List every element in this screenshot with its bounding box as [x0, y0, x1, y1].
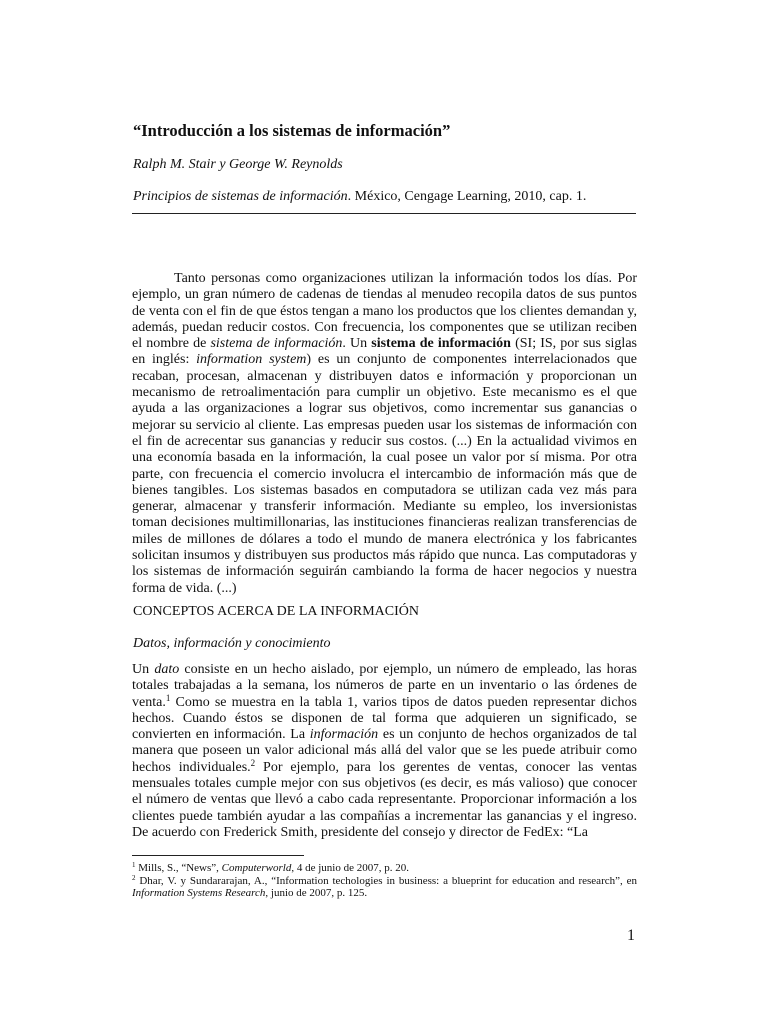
header-divider [132, 213, 636, 214]
term-italic: dato [154, 662, 180, 677]
text-run: Dhar, V. y Sundararajan, A., “Information techologies in business: a blueprint for education and research”, en [135, 874, 637, 887]
document-title: “Introducción a los sistemas de información” [133, 121, 451, 140]
footnote-divider [132, 855, 304, 856]
footnotes [132, 862, 637, 900]
term-bold: sistema de información [371, 336, 511, 352]
text-run: Un [132, 662, 155, 677]
text-run: Por ejemplo, para los gerentes de ventas, conocer las ventas mensuales totales cumple mejor con sus objetivos (es decir, es más valioso) que conocer el número de ventas que llevó a cabo cada representante. Proporcionar información a los clientes puede también ayudar a las compañías a incrementar las ganancias y el ingreso. De acuerdo con Frederick Smith, presidente del consejo y director de FedEx: “La [132, 759, 637, 840]
publication-italic: Information Systems Research [132, 887, 266, 900]
term-italic: información [309, 727, 379, 743]
footnote-1 [132, 862, 637, 875]
authors-line: Ralph M. Stair y George W. Reynolds [133, 157, 343, 172]
footnote-ref[interactable]: 1 [165, 692, 171, 703]
text-run: ) es un conjunto de componentes interrelacionados que recaban, procesan, almacenan y distribuyen datos e información y proporcionan un mecanismo de retroalimentación para cumplir un objetivo. Este mecanismo es el que ayuda a las organizaciones a lograr sus objetivos, como incrementar sus ganancias o mejorar su servicio al cliente. Las empresas pueden usar los sistemas de información con el fin de acrecentar sus ganancias y reducir sus costos. (...) En la actualidad vivimos en una economía basada en la información, la cual posee un valor por sí misma. Por otra parte, con frecuencia el comercio involucra el intercambio de información más que de bienes tangibles. Los sistemas basados en computadora se utilizan cada vez más para generar, almacenar y transferir información. Mediante su empleo, los inversionistas toman decisiones multimillonarias, las instituciones financieras realizan transferencias de miles de millones de dólares a todo el mundo de manera electrónica y los fabricantes solicitan insumos y distribuyen sus productos más rápido que nunca. Las computadoras y los sistemas de información seguirán cambiando la forma de hacer negocios y nuestra forma de vida. (...) [132, 352, 638, 596]
footnote-number: 2 [132, 873, 136, 882]
page-number: 1 [627, 927, 635, 944]
section-subheading: Datos, información y conocimiento [133, 636, 331, 651]
text-run: (SI; IS, por sus siglas en inglés: [132, 336, 637, 368]
data-paragraph [132, 662, 637, 841]
text-run: es un conjunto de hechos organizados de tal manera que poseen un valor adicional más allá del valor que se les puede atribuir como hechos individuales. [132, 727, 638, 775]
source-details: . México, Cengage Learning, 2010, cap. 1. [347, 189, 587, 204]
text-run: . Un [342, 336, 372, 352]
text-run: Tanto personas como organizaciones utilizan la información todos los días. Por ejemplo, un gran número de cadenas de tiendas al menudeo recopila datos de sus puntos de venta con el fin de que éstos tengan a mano los productos que los clientes demandan y, además, puedan reducir costos. Con frecuencia, los componentes que se utilizan reciben el nombre de [132, 271, 637, 352]
text-run: Como se muestra en la tabla 1, varios tipos de datos pueden representar dichos hechos. Cuando éstos se disponen de tal forma que adquieren un significado, se convierten en información. La [132, 694, 637, 743]
footnote-2 [132, 875, 637, 900]
text-run: , junio de 2007, p. 125. [265, 887, 368, 900]
publication-italic: Computerworld [221, 862, 292, 874]
section-heading: CONCEPTOS ACERCA DE LA INFORMACIÓN [133, 604, 420, 619]
text-run: Mills, S., “News”, [135, 862, 222, 874]
text-run: consiste en un hecho aislado, por ejemplo, un número de empleado, las horas totales trabajadas a la semana, los números de parte en un inventario o las órdenes de venta. [132, 662, 637, 710]
term-italic: sistema de información [210, 336, 343, 352]
text-run: , 4 de junio de 2007, p. 20. [291, 862, 409, 874]
footnote-number: 1 [132, 861, 136, 869]
source-citation [133, 189, 586, 205]
term-italic: information system [196, 352, 307, 368]
footnote-ref[interactable]: 2 [250, 757, 256, 768]
source-book-title: Principios de sistemas de información [133, 189, 348, 204]
intro-paragraph [132, 271, 637, 597]
